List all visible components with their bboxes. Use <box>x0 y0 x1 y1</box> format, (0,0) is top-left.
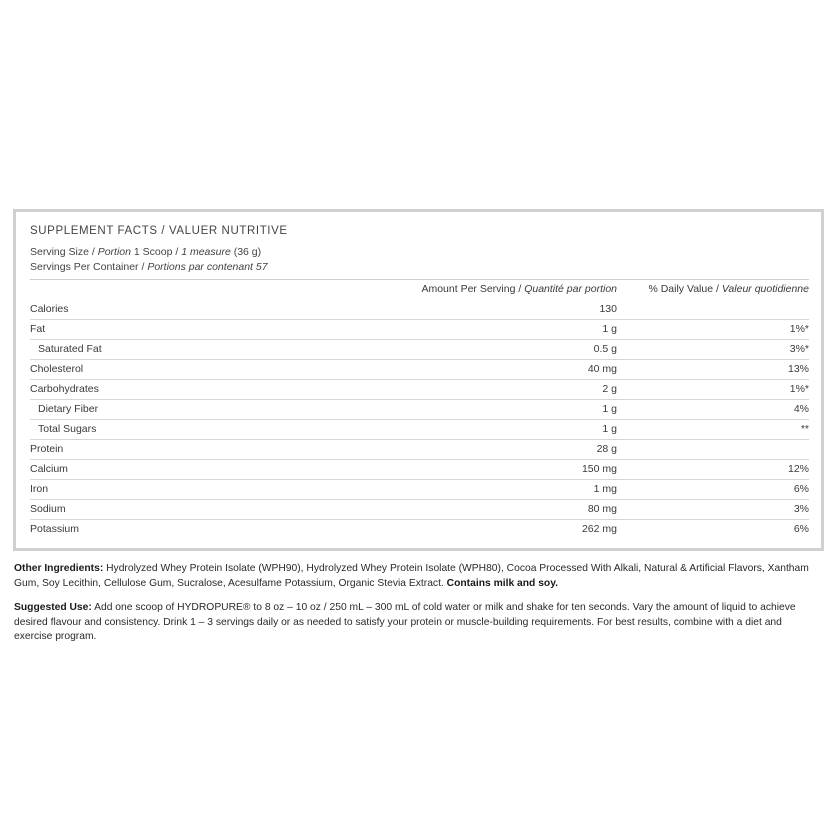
serving-size-value: 1 Scoop / <box>130 246 182 258</box>
panel-title: SUPPLEMENT FACTS / VALUER NUTRITIVE <box>30 225 288 237</box>
nutrient-name: Carbohydrates <box>30 383 99 395</box>
nutrient-name: Potassium <box>30 523 80 535</box>
servings-label-fr: Portions par contenant 57 <box>147 261 268 273</box>
nutrient-amount: 130 <box>599 303 617 315</box>
nutrient-amount: 1 g <box>602 323 617 335</box>
other-ingredients-label: Other Ingredients: <box>14 563 104 574</box>
table-row <box>30 360 809 380</box>
nutrient-daily-value: 3% <box>793 503 809 515</box>
nutrient-name: Fat <box>30 323 46 335</box>
table-header <box>30 280 809 300</box>
nutrient-name: Iron <box>30 483 49 495</box>
table-row <box>30 300 809 320</box>
table-row <box>30 340 809 360</box>
table-row <box>30 420 809 440</box>
suggested-use-label: Suggested Use: <box>14 602 92 613</box>
nutrient-amount: 1 g <box>602 403 617 415</box>
nutrient-amount: 2 g <box>602 383 617 395</box>
daily-value-header <box>648 283 809 295</box>
nutrient-daily-value: 4% <box>793 403 809 415</box>
suggested-use <box>14 601 820 645</box>
serving-size-label-fr: Portion <box>97 246 131 258</box>
nutrient-name: Protein <box>30 443 64 455</box>
nutrient-amount: 28 g <box>596 443 617 455</box>
nutrient-daily-value: 13% <box>787 363 809 375</box>
serving-size-value-fr: 1 measure <box>181 246 231 258</box>
amount-header-fr: Quantité par portion <box>524 283 617 295</box>
nutrient-amount: 1 mg <box>593 483 617 495</box>
nutrient-daily-value: ** <box>800 423 809 435</box>
nutrient-amount: 80 mg <box>587 503 617 515</box>
serving-size-grams: (36 g) <box>230 246 262 258</box>
suggested-use-text: Add one scoop of HYDROPURE® to 8 oz – 10 oz / 250 mL – 300 mL of cold water or milk and shake for ten seconds. Vary the amount of liquid to achieve desired flavour and consistency. Drink 1 – 3 servings daily or as needed to satisfy your protein or muscle-building requirements. For best results, combine with a diet and exercise program. <box>14 602 796 642</box>
nutrient-name: Total Sugars <box>38 423 97 435</box>
table-row <box>30 400 809 420</box>
nutrient-name: Calories <box>30 303 69 315</box>
nutrient-amount: 40 mg <box>587 363 617 375</box>
nutrient-name: Calcium <box>30 463 68 475</box>
servings-per-container <box>30 261 268 273</box>
table-row <box>30 440 809 460</box>
table-row <box>30 520 809 540</box>
nutrient-daily-value: 1%* <box>789 383 809 395</box>
nutrient-amount: 150 mg <box>581 463 617 475</box>
nutrient-daily-value: 3%* <box>789 343 809 355</box>
nutrient-daily-value: 6% <box>793 483 809 495</box>
table-row <box>30 480 809 500</box>
table-row <box>30 460 809 480</box>
nutrient-name: Cholesterol <box>30 363 84 375</box>
table-row <box>30 380 809 400</box>
allergen-statement: Contains milk and soy. <box>446 577 559 589</box>
nutrient-name: Dietary Fiber <box>38 403 99 415</box>
supplement-facts-panel <box>13 209 824 551</box>
nutrient-daily-value: 6% <box>793 523 809 535</box>
other-ingredients <box>14 562 820 591</box>
nutrient-amount: 0.5 g <box>593 343 617 355</box>
table-row <box>30 500 809 520</box>
amount-header-en: Amount Per Serving / <box>421 283 525 295</box>
table-row <box>30 320 809 340</box>
nutrient-amount: 1 g <box>602 423 617 435</box>
serving-size <box>30 246 261 258</box>
nutrient-daily-value: 1%* <box>789 323 809 335</box>
nutrient-daily-value: 12% <box>787 463 809 475</box>
amount-header <box>421 283 617 295</box>
dv-header-en: % Daily Value / <box>648 283 722 295</box>
nutrient-table <box>30 300 809 540</box>
nutrient-name: Saturated Fat <box>38 343 102 355</box>
other-ingredients-text: Hydrolyzed Whey Protein Isolate (WPH90), Hydrolyzed Whey Protein Isolate (WPH80), Cocoa Processed With Alkali, Natural & Artificial Flavors, Xantham Gum, Soy Lecithin, Cellulose Gum, Sucralose, Acesulfame Potassium, Organic Stevia Extract. <box>14 563 809 589</box>
dv-header-fr: Valeur quotidienne <box>721 283 809 295</box>
serving-size-label: Serving Size / <box>30 246 98 258</box>
servings-label: Servings Per Container / <box>30 261 148 273</box>
nutrient-amount: 262 mg <box>581 523 617 535</box>
nutrient-name: Sodium <box>30 503 66 515</box>
